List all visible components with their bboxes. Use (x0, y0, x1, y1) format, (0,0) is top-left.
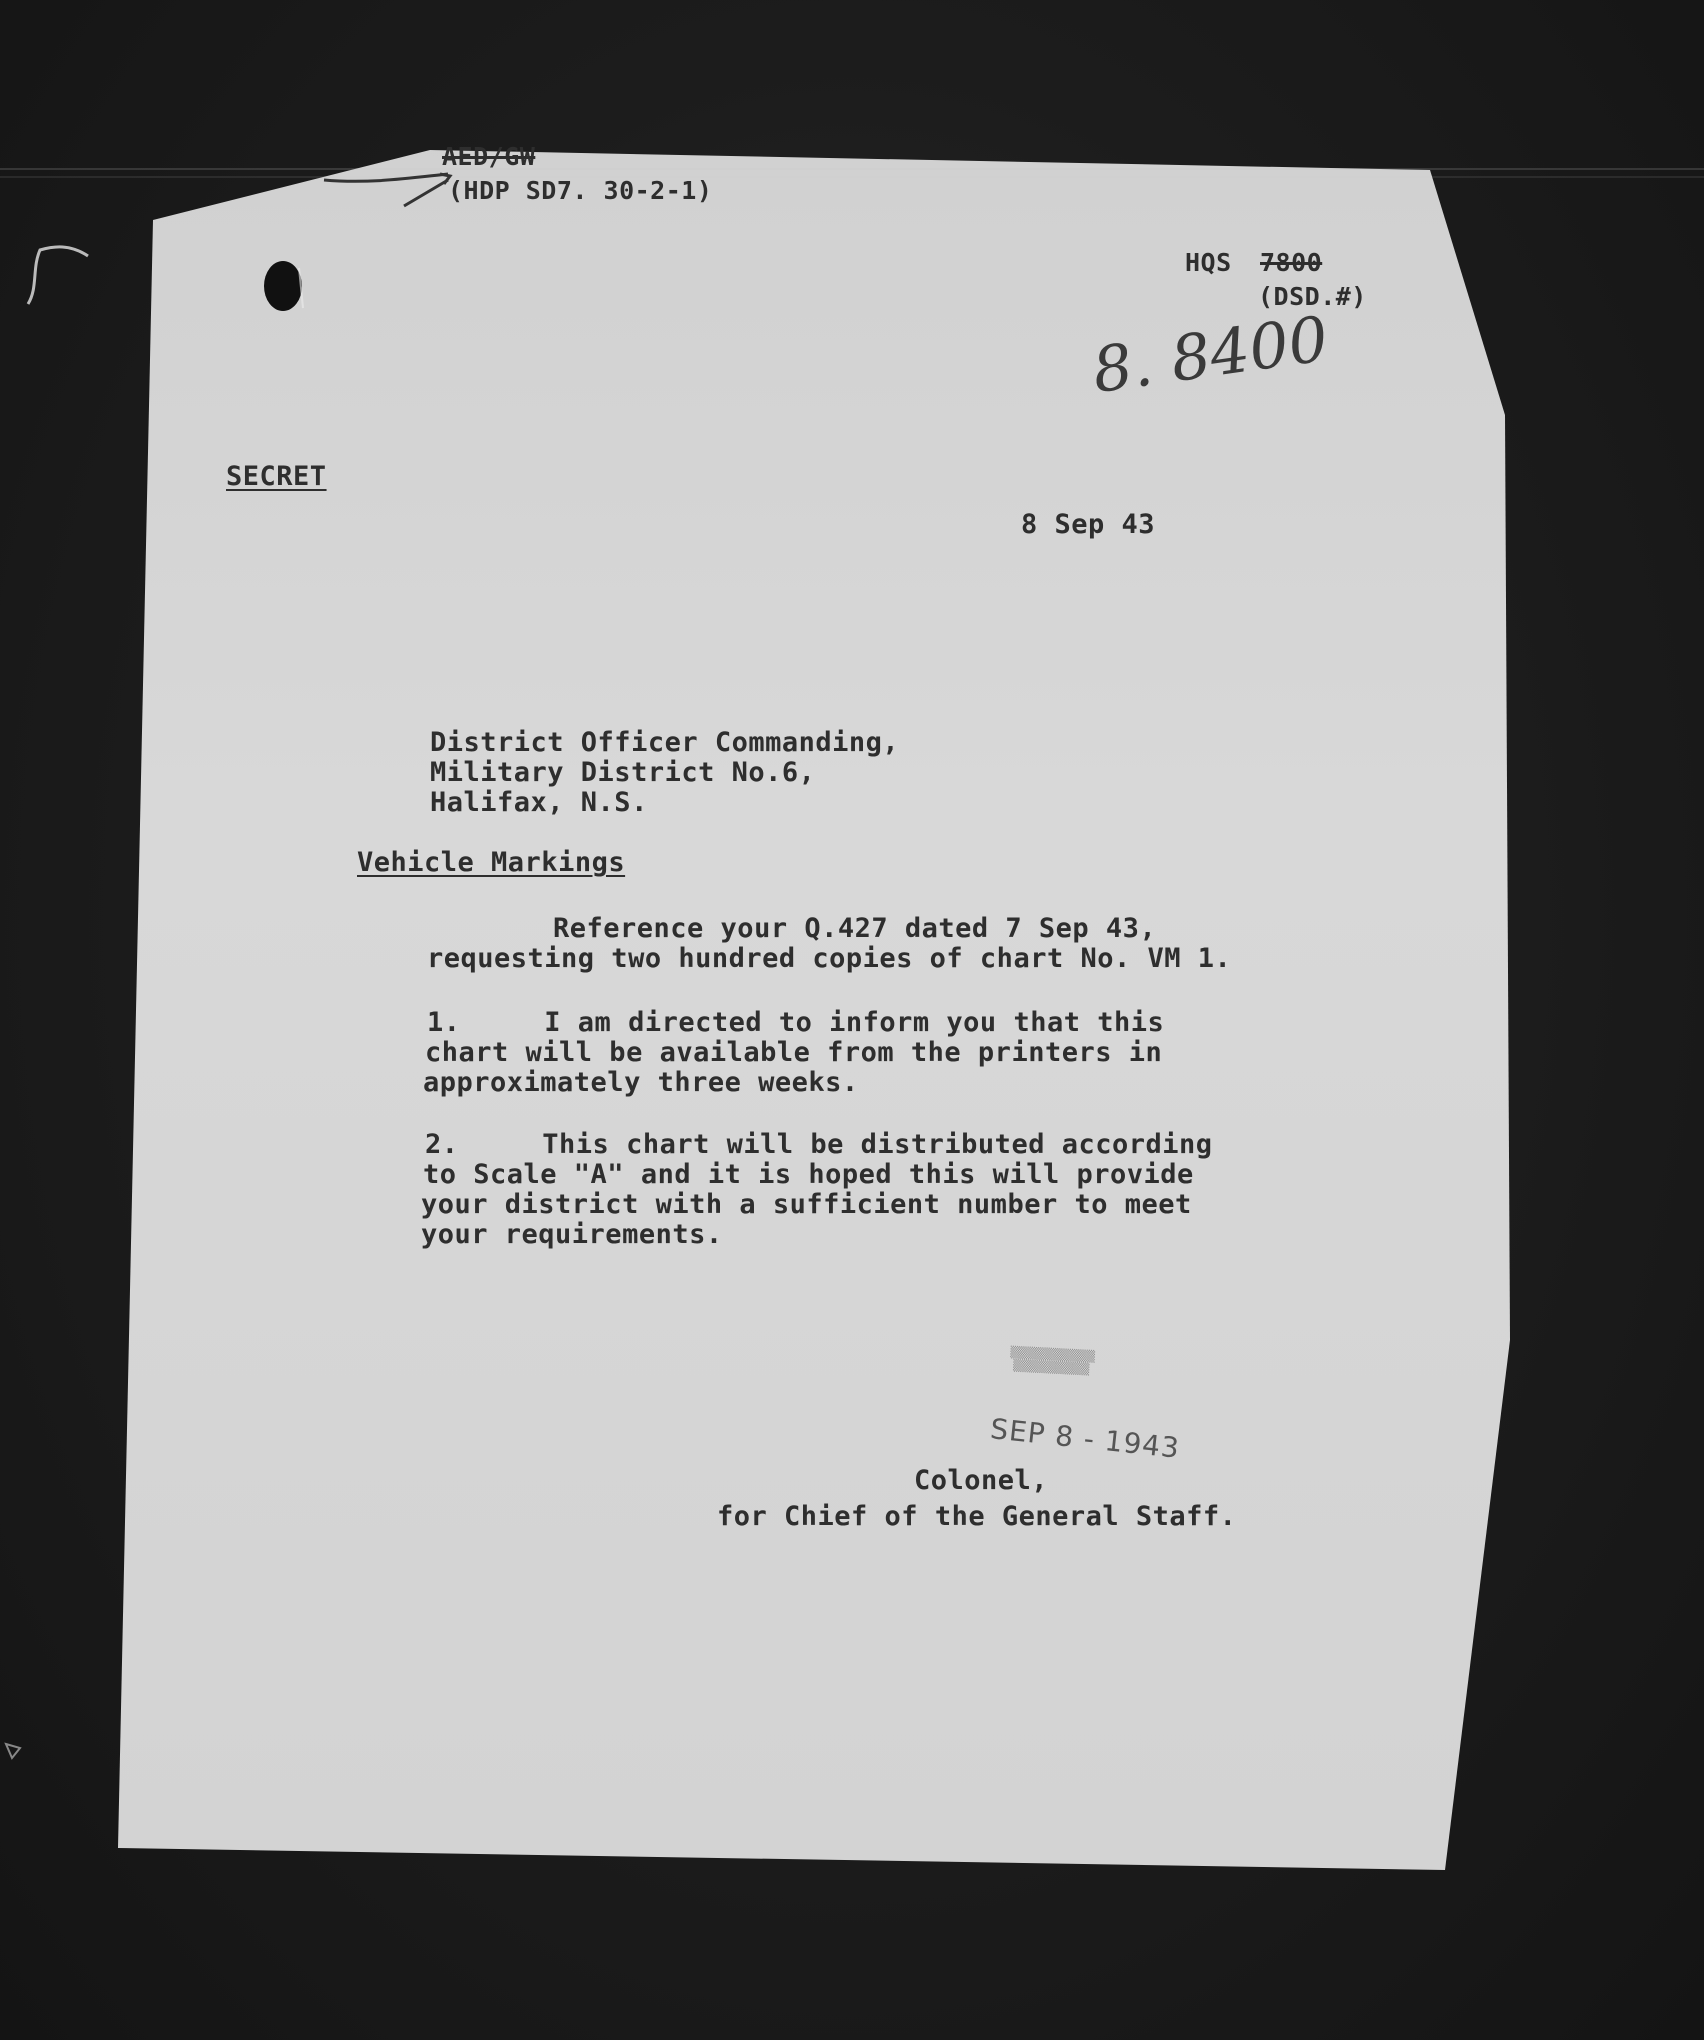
received-date-stamp: SEP 8 - 1943 (988, 1412, 1182, 1465)
faint-signature-stamp: ▒▒▒▒▒▒▒▒▒▒ ▒▒▒▒▒▒▒▒▒ (1009, 1345, 1096, 1376)
subject-heading: Vehicle Markings (357, 847, 626, 878)
body-line: 1. I am directed to inform you that this (427, 1007, 1165, 1038)
routing-arrow (320, 158, 460, 218)
signature-rank: Colonel, (914, 1465, 1049, 1496)
film-mark (2, 1738, 26, 1762)
recipient-line: Military District No.6, (430, 757, 816, 788)
recipient-line: Halifax, N.S. (430, 787, 648, 818)
body-line: Reference your Q.427 dated 7 Sep 43, (553, 913, 1157, 944)
body-line: your requirements. (421, 1219, 723, 1250)
body-line: your district with a sufficient number to meet (421, 1189, 1192, 1220)
punch-hole-mark (255, 250, 310, 320)
film-scan-line (0, 168, 1704, 170)
signature-authority: for Chief of the General Staff. (717, 1501, 1237, 1532)
classification-label: SECRET (226, 461, 327, 492)
file-reference: (HDP SD7. 30-2-1) (448, 176, 713, 205)
file-reference-struck: AED/GW (442, 142, 536, 171)
body-line: approximately three weeks. (423, 1067, 859, 1098)
hq-reference-prefix: HQS (1185, 248, 1232, 277)
hq-reference-struck: 7800 (1260, 248, 1323, 277)
body-line: requesting two hundred copies of chart No. VM 1. (427, 943, 1232, 974)
margin-pencil-mark (14, 238, 94, 308)
letter-date: 8 Sep 43 (1021, 509, 1156, 540)
body-line: 2. This chart will be distributed according (425, 1129, 1213, 1160)
handwritten-file-number: 8. 8400 (1088, 301, 1333, 408)
body-line: chart will be available from the printers in (425, 1037, 1163, 1068)
body-line: to Scale "A" and it is hoped this will provide (423, 1159, 1194, 1190)
recipient-line: District Officer Commanding, (430, 727, 900, 758)
hq-reference-suffix: (DSD.#) (1258, 282, 1367, 311)
film-scan-line (0, 176, 1704, 178)
